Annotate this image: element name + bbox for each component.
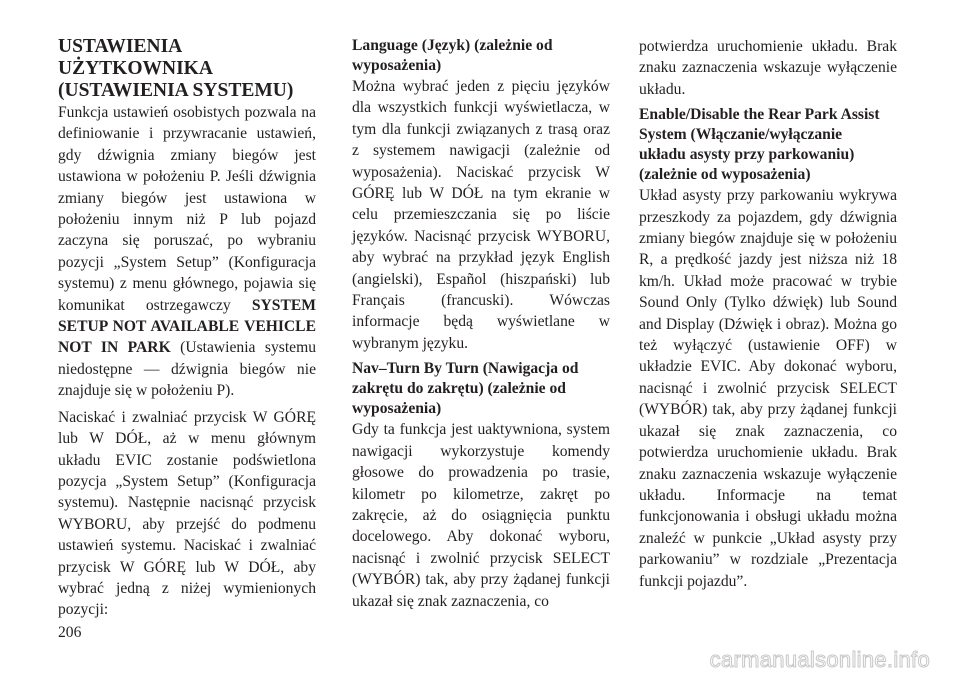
section-title: [58, 36, 316, 102]
warning-message: SYSTEM SETUP NOT AVAILABLE VEHICLE NOT IN PARK: [58, 296, 316, 357]
continued-paragraph: potwierdza uruchomienie układu. Brak znaku zaznaczenia wskazuje wyłączenie układu.: [639, 38, 897, 98]
heading-line: (zależnie od wyposażenia): [639, 166, 811, 184]
nav-paragraph: Gdy ta funkcja jest uaktywniona, system nawigacji wykorzystuje komendy głosowe do prowadzenia po trasie, kilometr po kilometrze, zakręt po zakręcie, aż do osiągnięcia punktu docelowego. Aby dokonać wyboru, nacisnąć i zwolnić przycisk SELECT (WYBÓR) tak, aby przy żądanej funkcji ukazał się znak zaznaczenia, co: [352, 421, 610, 610]
intro-paragraph: [58, 102, 316, 402]
column-left: [58, 36, 316, 626]
watermark: carmanualsonline.info: [709, 647, 930, 672]
language-heading: [352, 36, 610, 76]
title-line: UŻYTKOWNIKA: [58, 58, 213, 79]
title-line: (USTAWIENIA SYSTEMU): [58, 80, 294, 101]
intro-text-end: (Ustawienia systemu niedostępne — dźwignia biegów nie znajduje się w położeniu P).: [58, 339, 316, 400]
heading-line: wyposażenia): [352, 400, 442, 418]
heading-line: wyposażenia): [352, 57, 442, 74]
heading-line: Enable/Disable the Rear Park Assist: [639, 106, 880, 124]
heading-line: Language (Język) (zależnie od: [352, 37, 553, 54]
heading-line: zakrętu do zakrętu) (zależnie od: [352, 380, 566, 398]
heading-line: Nav–Turn By Turn (Nawigacja od: [352, 360, 579, 378]
column-right: [639, 36, 897, 597]
intro-text: Funkcja ustawień osobistych pozwala na definiowanie i przywracanie ustawień, gdy dźwignia zmiany biegów jest ustawiona w położeniu P. Jeśli dźwignia zmiany biegów jest ustawiona w położeniu innym niż P lub pojazd zaczyna się poruszać, po wybraniu pozycji „System Setup” (Konfiguracja systemu) z menu głównego, pojawia się komunikat ostrzegawczy: [58, 104, 316, 314]
language-paragraph: Można wybrać jeden z pięciu języków dla wszystkich funkcji wyświetlacza, w tym dla funkcji związanych z trasą oraz z systemem nawigacji (zależnie od wyposażenia). Naciskać przycisk W GÓRĘ lub W DÓŁ na tym ekranie w celu przemieszczania się po liście języków. Nacisnąć przycisk WYBORU, aby wybrać na przykład język English (angielski), Español (hiszpański) lub Français (francuski). Wówczas informacje będą wyświetlane w wybranym języku.: [352, 78, 610, 352]
heading-line: System (Włączanie/wyłączanie: [639, 126, 843, 144]
heading-line: układu asysty przy parkowaniu): [639, 146, 855, 164]
column-middle: [352, 36, 610, 617]
title-line: USTAWIENIA: [58, 36, 183, 57]
page-number: 206: [58, 624, 82, 641]
instructions-paragraph: Naciskać i zwalniać przycisk W GÓRĘ lub W DÓŁ, aż w menu głównym układu EVIC zostanie podświetlona pozycja „System Setup” (Konfiguracja systemu). Następnie nacisnąć przycisk WYBORU, aby przejść do podmenu ustawień systemu. Naciskać i zwalniać przycisk W GÓRĘ lub W DÓŁ, aby wybrać jedną z niżej wymienionych pozycji:: [58, 408, 316, 619]
park-assist-paragraph: Układ asysty przy parkowaniu wykrywa przeszkody za pojazdem, gdy dźwignia zmiany biegów znajduje się w położeniu R, a prędkość jazdy jest niższa niż 18 km/h. Układ może pracować w trybie Sound Only (Tylko dźwięk) lub Sound and Display (Dźwięk i obraz). Można go też wyłączyć (ustawienie OFF) w układzie EVIC. Aby dokonać wyboru, nacisnąć i zwolnić przycisk SELECT (WYBÓR) tak, aby przy żądanej funkcji ukazał się znak zaznaczenia, co potwierdza uruchomienie układu. Brak znaku zaznaczenia wskazuje wyłączenie układu. Informacje na temat funkcjonowania i obsługi układu można znaleźć w punkcie „Układ asysty przy parkowaniu” w rozdziale „Prezentacja funkcji pojazdu”.: [639, 187, 897, 590]
park-assist-heading: [639, 105, 897, 185]
nav-heading: [352, 359, 610, 419]
